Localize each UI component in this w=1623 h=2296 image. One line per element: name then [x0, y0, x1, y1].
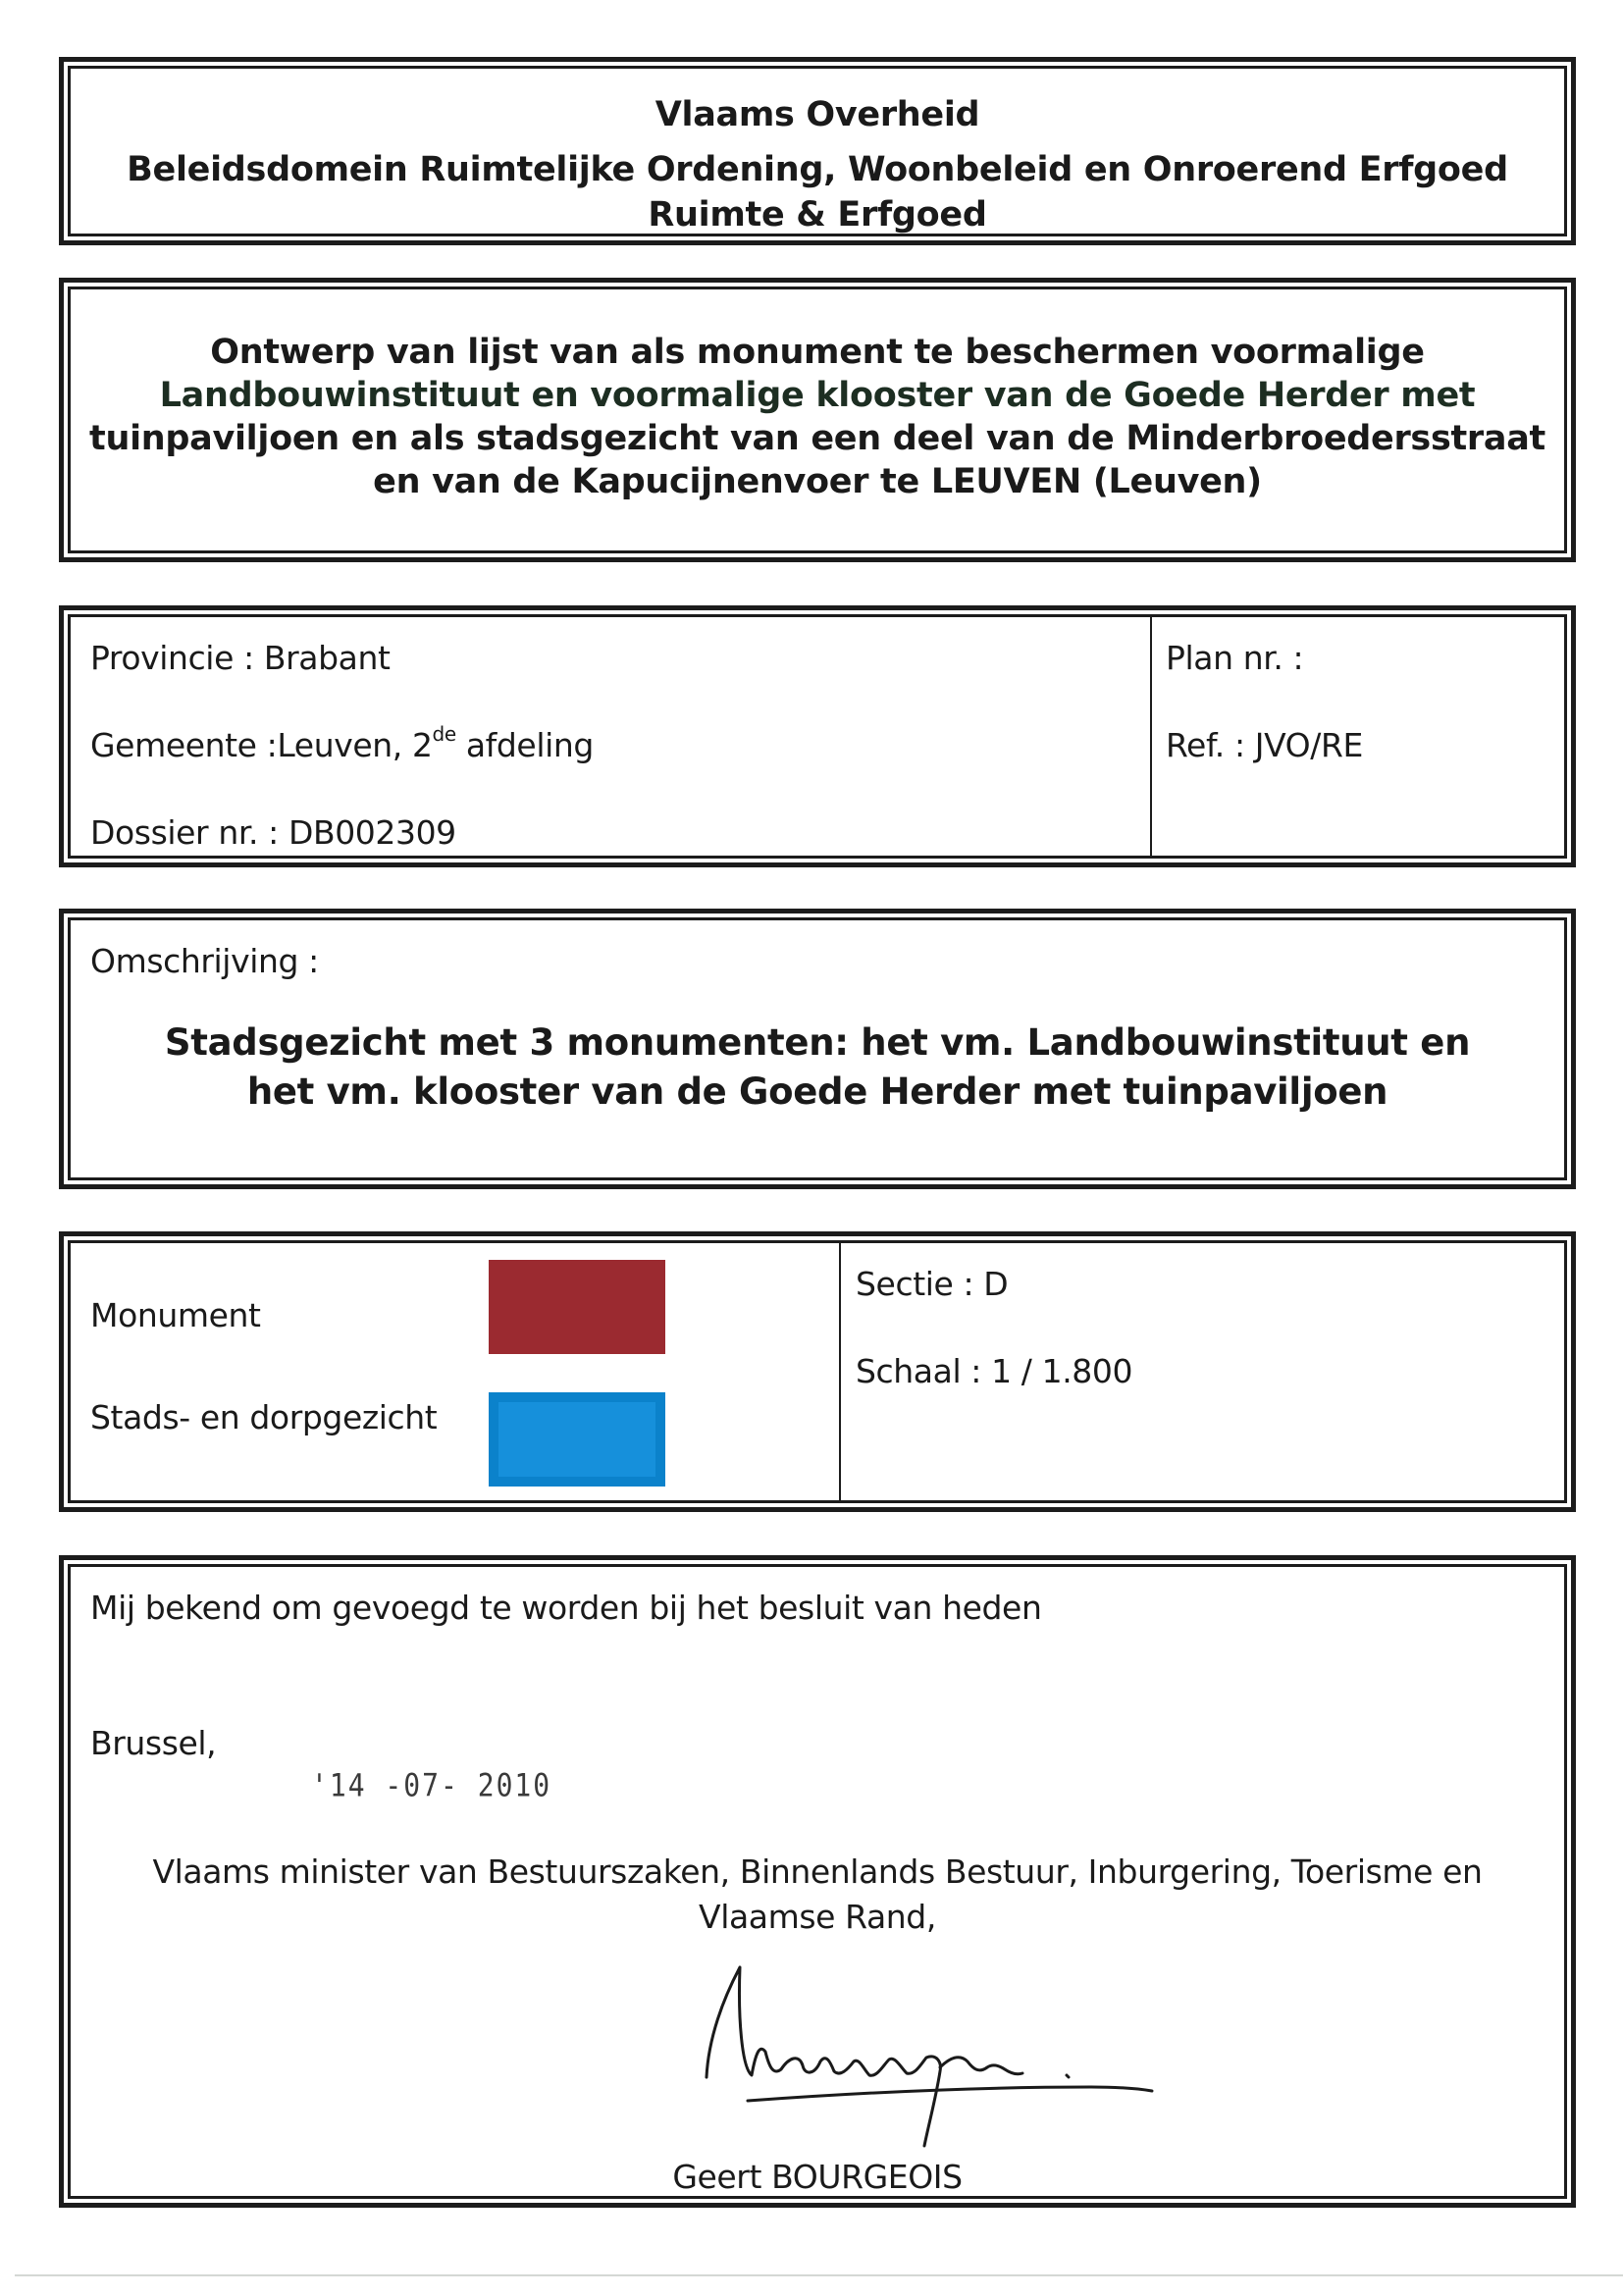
- document-title-line: Ontwerp van lijst van als monument te beschermen voormalige: [210, 333, 1425, 372]
- description-line: Stadsgezicht met 3 monumenten: het vm. Landbouwinstituut en: [164, 1021, 1471, 1064]
- reference-field: Ref. : JVO/RE: [1166, 726, 1363, 764]
- schaal-field: Schaal : 1 / 1.800: [856, 1352, 1133, 1390]
- title-box: [59, 278, 1576, 562]
- minister-title: [71, 1850, 1564, 1940]
- plan-number-field: Plan nr. :: [1166, 639, 1304, 677]
- plan-info: [1152, 617, 1564, 856]
- description-line: het vm. klooster van de Goede Herder met tuinpaviljoen: [246, 1070, 1388, 1113]
- document-title-line: tuinpaviljoen en als stadsgezicht van een deel van de Minderbroedersstraat: [89, 419, 1545, 458]
- provincie-field: Provincie : Brabant: [90, 639, 391, 677]
- signing-place: Brussel,: [90, 1724, 217, 1762]
- gemeente-suffix: afdeling: [455, 726, 594, 764]
- monument-color-swatch: [489, 1260, 665, 1354]
- location-info: [71, 617, 1152, 856]
- description-label: Omschrijving :: [90, 942, 319, 980]
- dossier-field: Dossier nr. : DB002309: [90, 813, 456, 852]
- legend-label-stadsgezicht: Stads- en dorpgezicht: [90, 1398, 438, 1436]
- gemeente-field: [90, 722, 1150, 813]
- signatory-name: Geert BOURGEOIS: [672, 2158, 963, 2196]
- description-box: [59, 909, 1576, 1189]
- approval-statement: Mij bekend om gevoegd te worden bij het besluit van heden: [90, 1589, 1042, 1627]
- scan-edge-line: [15, 2274, 1623, 2276]
- policy-domain: Beleidsdomein Ruimtelijke Ordening, Woonbeleid en Onroerend Erfgoed: [127, 150, 1508, 189]
- agency-name: Vlaams Overheid: [654, 95, 980, 134]
- legend: [71, 1243, 841, 1500]
- sectie-field: Sectie : D: [856, 1265, 1009, 1303]
- document-title-line: Landbouwinstituut en voormalige klooster van de Goede Herder met: [159, 376, 1476, 415]
- minister-title-line: Vlaams minister van Bestuurszaken, Binnenlands Bestuur, Inburgering, Toerisme en: [152, 1852, 1483, 1891]
- legend-label-monument: Monument: [90, 1296, 261, 1334]
- date-stamp: '14 -07- 2010: [311, 1766, 552, 1804]
- document-title-line: en van de Kapucijnenvoer te LEUVEN (Leuven): [373, 462, 1262, 501]
- department: Ruimte & Erfgoed: [648, 195, 987, 235]
- header-box: [59, 57, 1576, 245]
- description-text: [71, 1018, 1564, 1117]
- minister-title-line: Vlaamse Rand,: [699, 1898, 936, 1936]
- handwritten-signature-icon: [679, 1959, 1287, 2156]
- legend-box: [59, 1231, 1576, 1512]
- map-info: [841, 1243, 1564, 1500]
- gemeente-text: Gemeente :Leuven, 2: [90, 726, 433, 764]
- stadsgezicht-color-swatch: [489, 1392, 665, 1487]
- signature-box: [59, 1555, 1576, 2208]
- metadata-box: [59, 605, 1576, 867]
- gemeente-superscript: de: [432, 722, 456, 746]
